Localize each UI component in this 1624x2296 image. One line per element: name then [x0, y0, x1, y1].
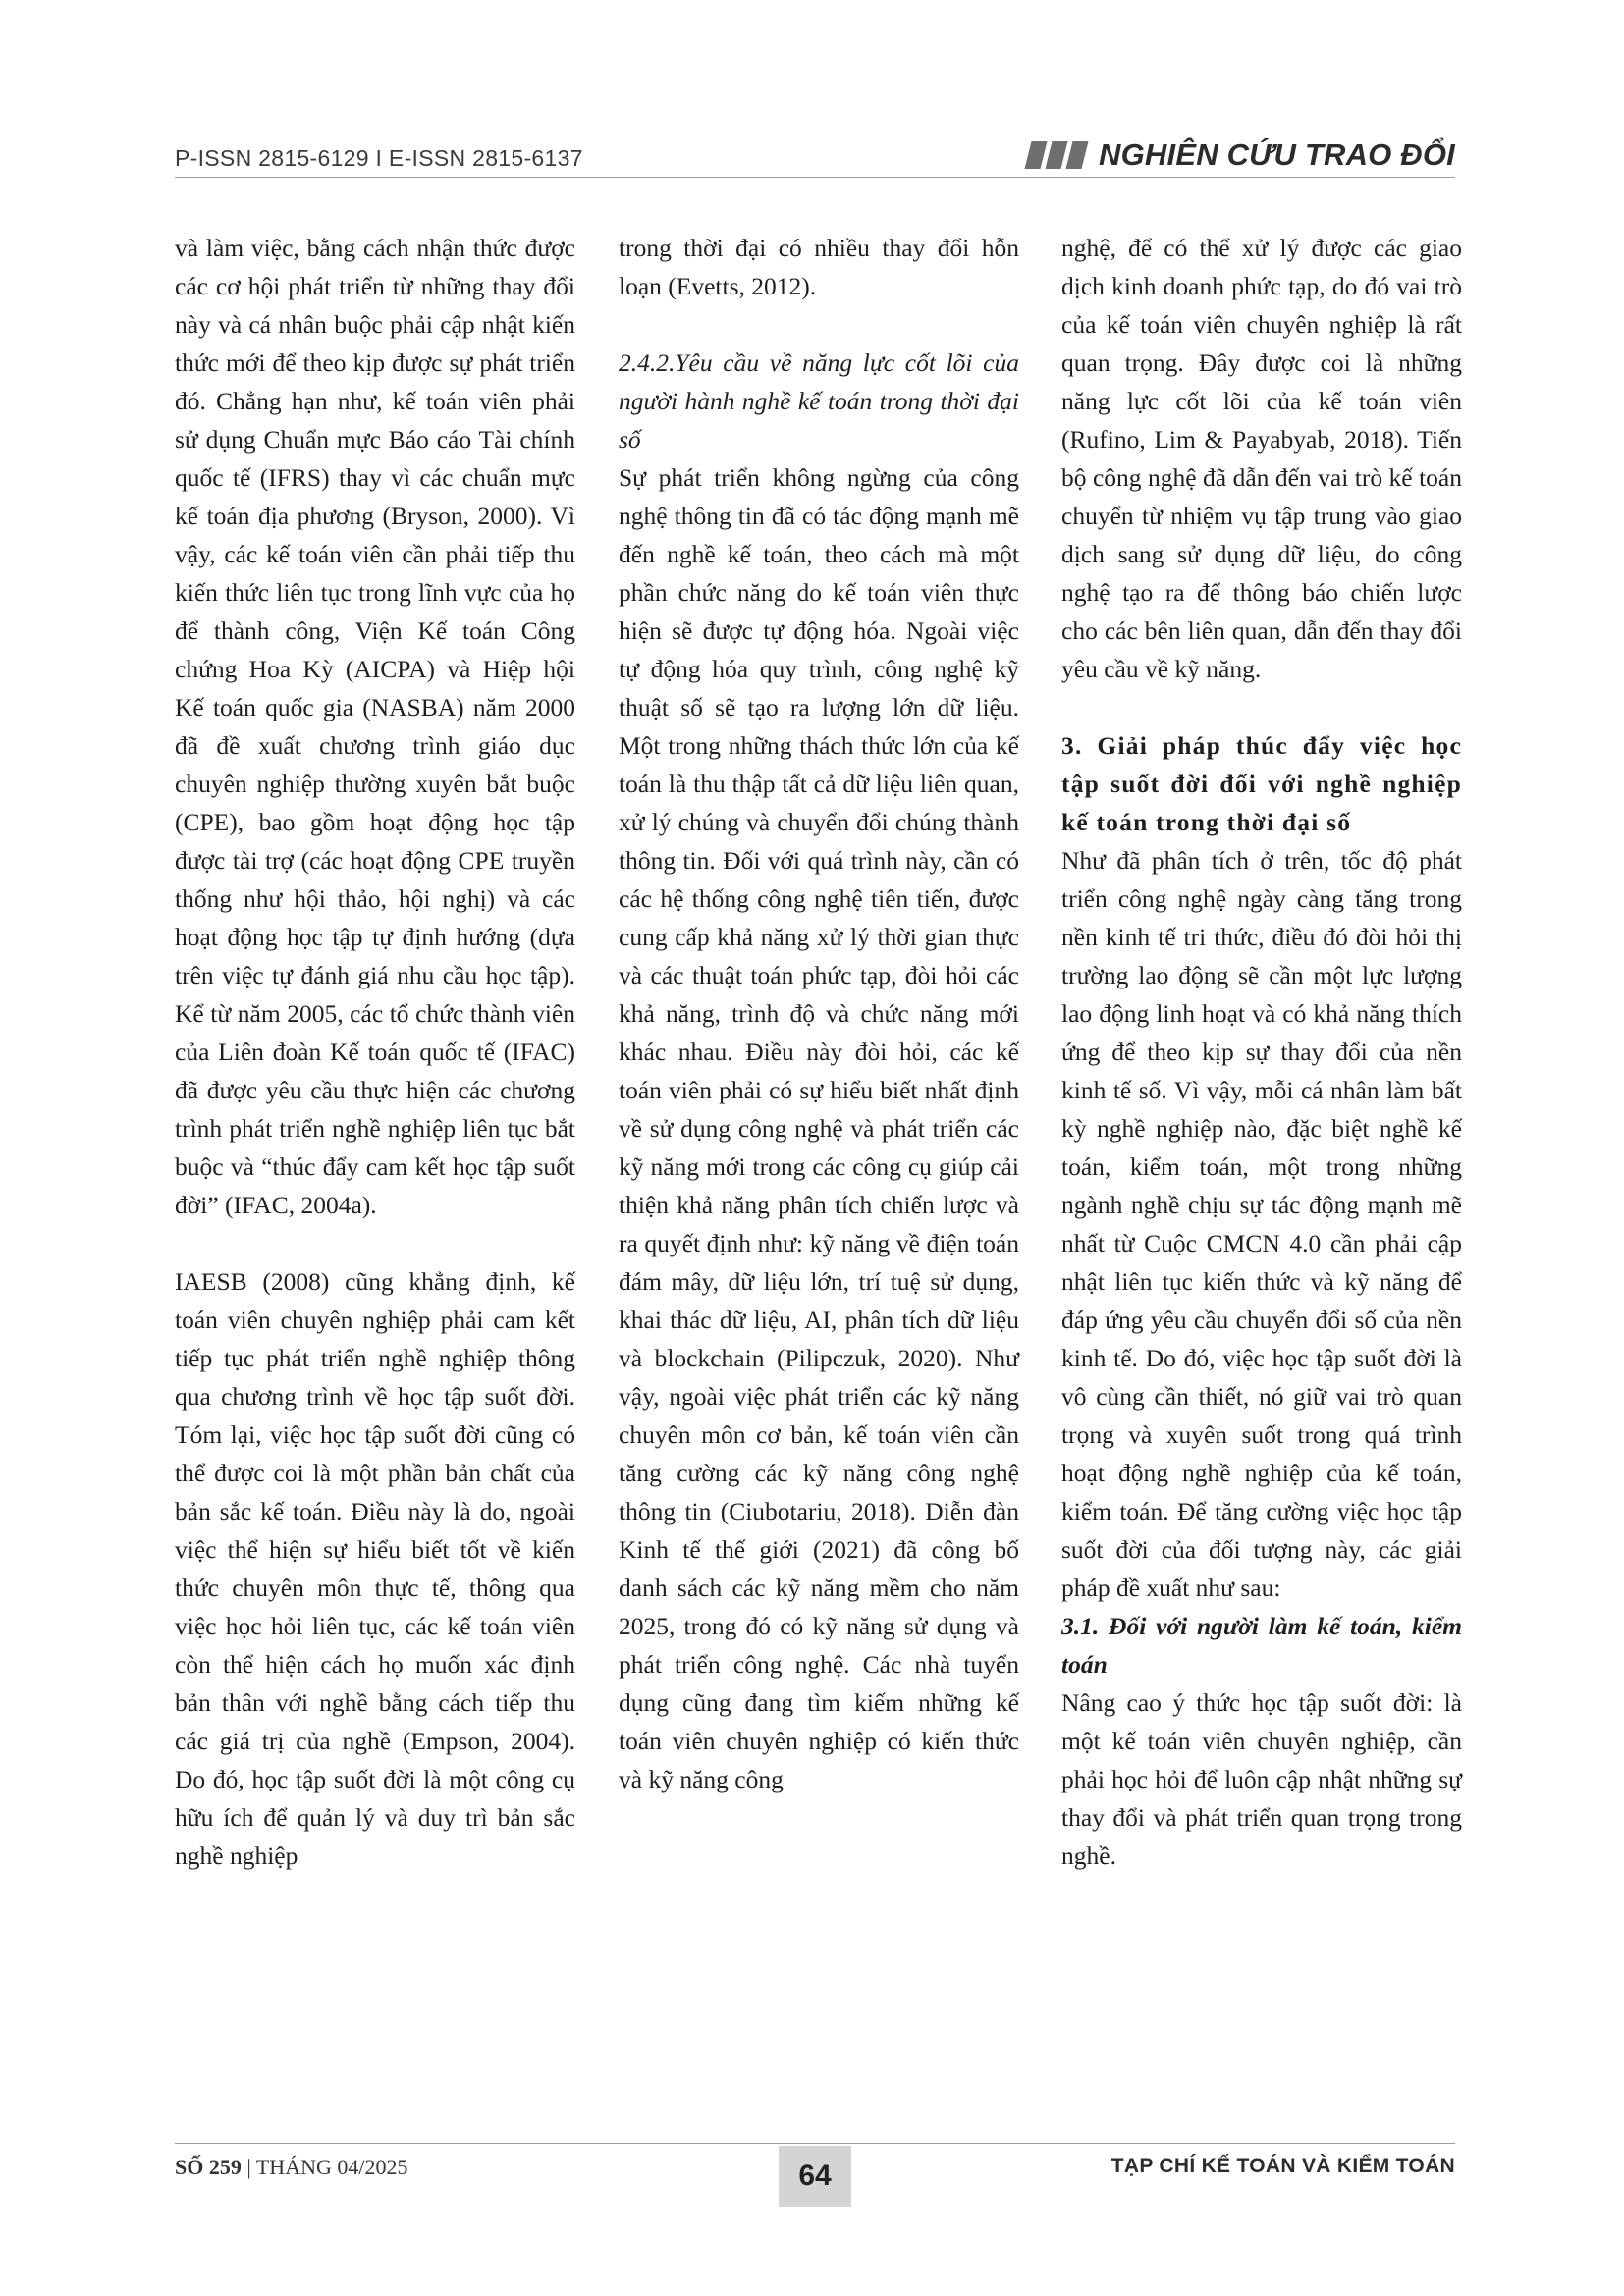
- header-divider: [175, 177, 1455, 178]
- paragraph: nghệ, để có thể xử lý được các giao dịch kinh doanh phức tạp, do đó vai trò của kế toán viên chuyên nghiệp là rất quan trọng. Đây được coi là những năng lực cốt lõi của kế toán viên (Rufino, Lim & Payabyab, 2018). Tiến bộ công nghệ đã dẫn đến vai trò kế toán chuyển từ nhiệm vụ tập trung vào giao dịch sang sử dụng dữ liệu, do công nghệ tạo ra để thông báo chiến lược cho các bên liên quan, dẫn đến thay đổi yêu cầu về kỹ năng.: [1061, 234, 1462, 683]
- journal-name: TẠP CHÍ KẾ TOÁN VÀ KIỂM TOÁN: [1110, 2155, 1455, 2177]
- header-bars-icon: [1028, 141, 1085, 169]
- paragraph: IAESB (2008) cũng khẳng định, kế toán viên chuyên nghiệp phải cam kết tiếp tục phát triển nghề nghiệp thông qua chương trình về học tập suốt đời. Tóm lại, việc học tập suốt đời cũng có thể được coi là một phần bản chất của bản sắc kế toán. Điều này là do, ngoài việc thể hiện sự hiểu biết tốt về kiến thức chuyên môn thực tế, thông qua việc học hỏi liên tục, các kế toán viên còn thể hiện cách họ muốn xác định bản thân với nghề bằng cách tiếp thu các giá trị của nghề (Empson, 2004). Do đó, học tập suốt đời là một công cụ hữu ích để quản lý và duy trì bản sắc nghề nghiệp: [175, 1267, 575, 1870]
- issue-number: SỐ 259: [175, 2155, 242, 2179]
- paragraph: Như đã phân tích ở trên, tốc độ phát triển công nghệ ngày càng tăng trong nền kinh tế tri thức, điều đó đòi hỏi thị trường lao động sẽ cần một lực lượng lao động linh hoạt và có khả năng thích ứng để theo kịp sự thay đổi của nền kinh tế số. Vì vậy, mỗi cá nhân làm bất kỳ nghề nghiệp nào, đặc biệt nghề kế toán, kiểm toán, một trong những ngành nghề chịu sự tác động mạnh mẽ nhất từ Cuộc CMCN 4.0 cần phải cập nhật liên tục kiến thức và kỹ năng để đáp ứng yêu cầu chuyển đổi số của nền kinh tế. Do đó, việc học tập suốt đời là vô cùng cần thiết, nó giữ vai trò quan trọng và xuyên suốt trong quá trình hoạt động nghề nghiệp của kế toán, kiểm toán. Để tăng cường việc học tập suốt đời của đối tượng này, các giải pháp đề xuất như sau:: [1061, 846, 1462, 1602]
- subsection-heading-2-4-2: 2.4.2.Yêu cầu về năng lực cốt lõi của người hành nghề kế toán trong thời đại số: [619, 348, 1019, 454]
- issn-header: P-ISSN 2815-6129 I E-ISSN 2815-6137: [175, 145, 583, 171]
- paragraph: Nâng cao ý thức học tập suốt đời: là một kế toán viên chuyên nghiệp, cần phải học hỏi để luôn cập nhật những sự thay đổi và phát triển quan trọng trong nghề.: [1061, 1688, 1462, 1870]
- paragraph: trong thời đại có nhiều thay đổi hỗn loạn (Evetts, 2012).: [619, 234, 1019, 300]
- paragraph: và làm việc, bằng cách nhận thức được các cơ hội phát triển từ những thay đổi này và cá nhân buộc phải cập nhật kiến thức mới để theo kịp được sự phát triển đó. Chẳng hạn như, kế toán viên phải sử dụng Chuẩn mực Báo cáo Tài chính quốc tế (IFRS) thay vì các chuẩn mực kế toán địa phương (Bryson, 2000). Vì vậy, các kế toán viên cần phải tiếp thu kiến thức liên tục trong lĩnh vực của họ để thành công, Viện Kế toán Công chứng Hoa Kỳ (AICPA) và Hiệp hội Kế toán quốc gia (NASBA) năm 2000 đã đề xuất chương trình giáo dục chuyên nghiệp thường xuyên bắt buộc (CPE), bao gồm hoạt động học tập được tài trợ (các hoạt động CPE truyền thống như hội thảo, hội nghị) và các hoạt động học tập tự định hướng (dựa trên việc tự đánh giá nhu cầu học tập). Kể từ năm 2005, các tổ chức thành viên của Liên đoàn Kế toán quốc tế (IFAC) đã được yêu cầu thực hiện các chương trình phát triển nghề nghiệp liên tục bắt buộc và “thúc đẩy cam kết học tập suốt đời” (IFAC, 2004a).: [175, 234, 575, 1219]
- section-heading-3: 3. Giải pháp thúc đẩy việc học tập suốt đời đối với nghề nghiệp kế toán trong thời đại số: [1061, 731, 1462, 836]
- paragraph: Sự phát triển không ngừng của công nghệ thông tin đã có tác động mạnh mẽ đến nghề kế toán, theo cách mà một phần chức năng do kế toán viên thực hiện sẽ được tự động hóa. Ngoài việc tự động hóa quy trình, công nghệ kỹ thuật số sẽ tạo ra lượng lớn dữ liệu. Một trong những thách thức lớn của kế toán là thu thập tất cả dữ liệu liên quan, xử lý chúng và chuyển đổi chúng thành thông tin. Đối với quá trình này, cần có các hệ thống công nghệ tiên tiến, được cung cấp khả năng xử lý thời gian thực và các thuật toán phức tạp, đòi hỏi các khả năng, trình độ và chức năng mới khác nhau. Điều này đòi hỏi, các kế toán viên phải có sự hiểu biết nhất định về sử dụng công nghệ và phát triển các kỹ năng mới trong các công cụ giúp cải thiện khả năng phân tích chiến lược và ra quyết định như: kỹ năng về điện toán đám mây, dữ liệu lớn, trí tuệ sử dụng, khai thác dữ liệu, AI, phân tích dữ liệu và blockchain (Pilipczuk, 2020). Như vậy, ngoài việc phát triển các kỹ năng chuyên môn cơ bản, kế toán viên cần tăng cường các kỹ năng công nghệ thông tin (Ciubotariu, 2018). Diễn đàn Kinh tế thế giới (2021) đã công bố danh sách các kỹ năng mềm cho năm 2025, trong đó có kỹ năng sử dụng và phát triển công nghệ. Các nhà tuyển dụng cũng đang tìm kiếm những kế toán viên chuyên nghiệp có kiến thức và kỹ năng công: [619, 463, 1019, 1793]
- footer-divider: [175, 2143, 1455, 2144]
- section-header: [1028, 135, 1455, 175]
- section-title: NGHIÊN CỨU TRAO ĐỔI: [1099, 137, 1455, 172]
- column-1: [175, 229, 575, 1875]
- page-number: 64: [779, 2146, 851, 2207]
- issue-info: [175, 2155, 407, 2180]
- column-2: [619, 229, 1019, 1798]
- subsection-heading-3-1: 3.1. Đối với người làm kế toán, kiểm toán: [1061, 1612, 1462, 1679]
- issue-date: | THÁNG 04/2025: [246, 2155, 408, 2179]
- column-3: [1061, 229, 1462, 1875]
